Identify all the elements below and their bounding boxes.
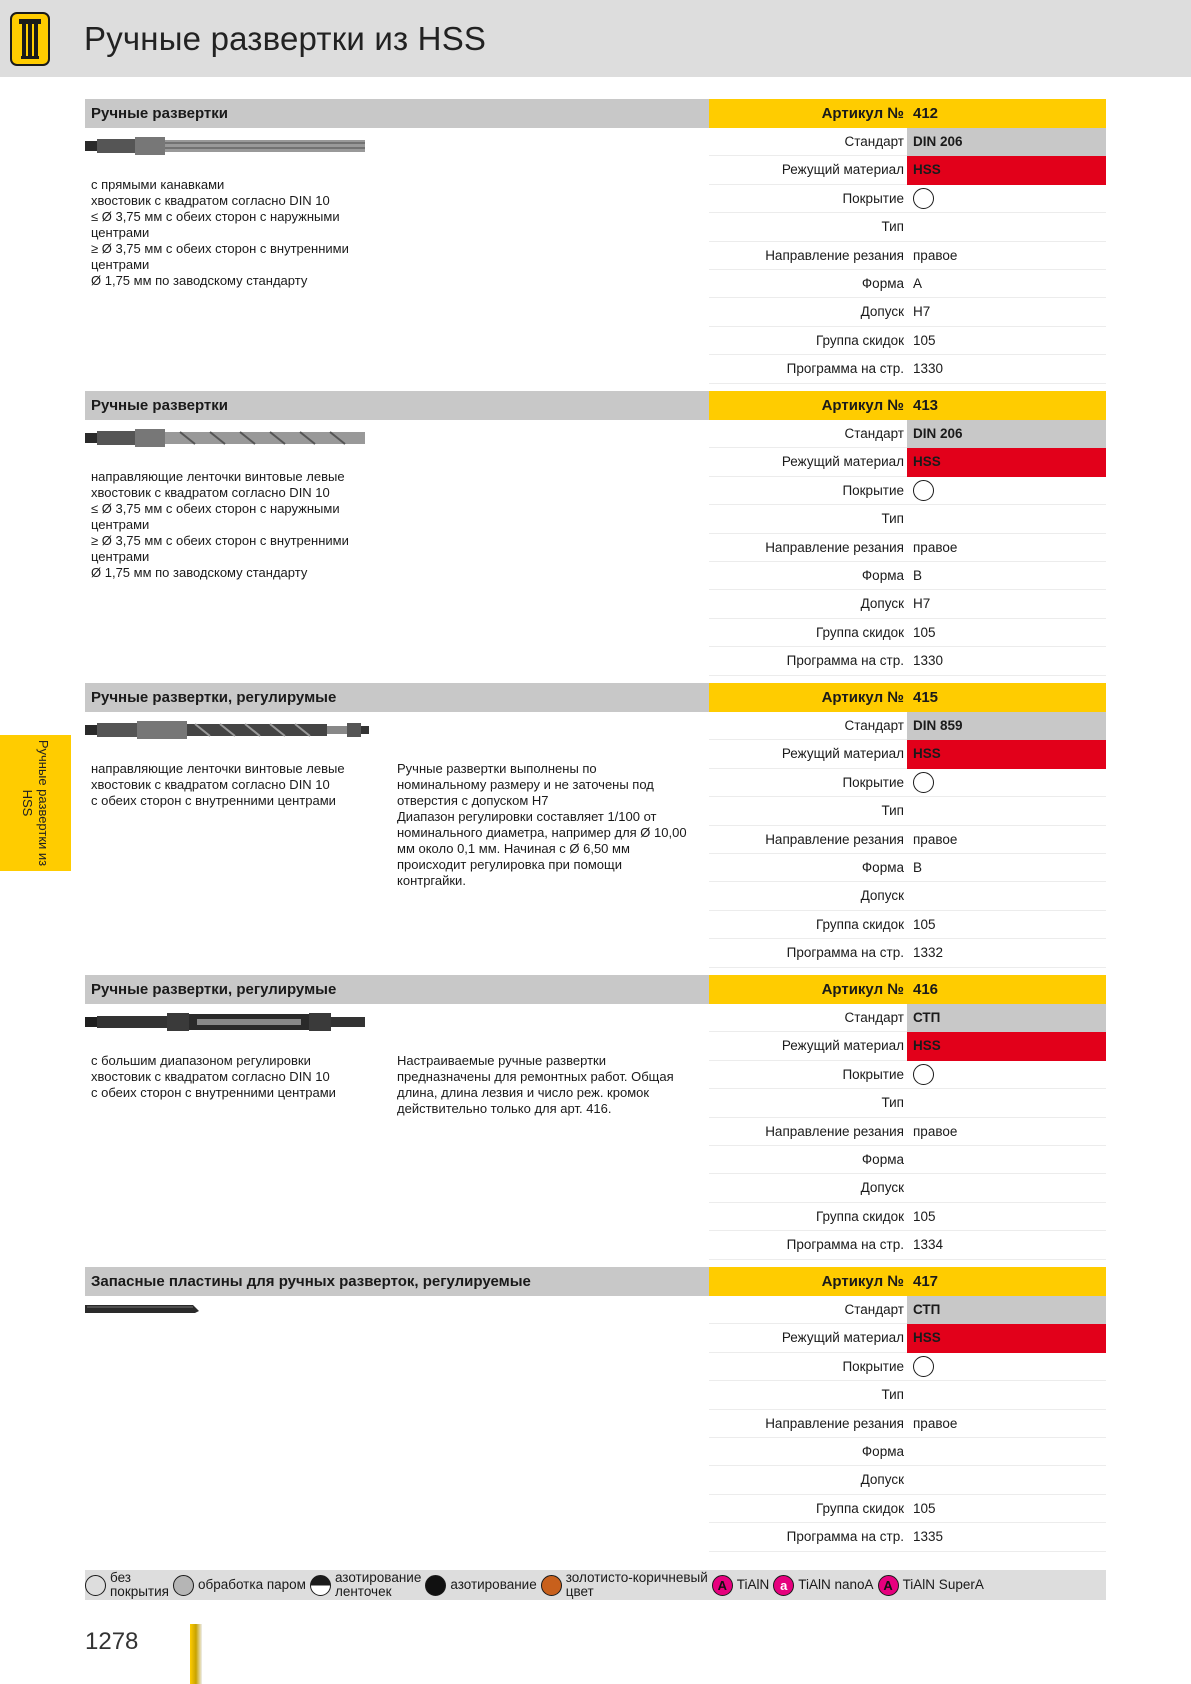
spec-row-discount [709, 1495, 1106, 1523]
spec-label: Стандарт [844, 1302, 904, 1317]
reamer-spiral-image [85, 425, 375, 456]
legend-label: TiAlN SuperA [902, 1577, 984, 1592]
spec-row-discount [709, 911, 1106, 939]
spec-label: Тип [881, 219, 904, 235]
spec-row-program [709, 1231, 1106, 1259]
article-number[interactable]: 417 [913, 1273, 939, 1290]
spec-label: Режущий материал [781, 162, 904, 178]
spec-row-program [709, 1523, 1106, 1551]
spec-value: DIN 206 [907, 420, 1106, 448]
legend-label: без покрытия [110, 1570, 169, 1599]
uncoated-icon [913, 772, 934, 793]
legend-label: золотисто-коричневый цвет [565, 1570, 708, 1599]
spec-row-coating [709, 1061, 1106, 1089]
legend-label: азотирование [450, 1577, 537, 1592]
uncoated-icon [913, 480, 934, 501]
uncoated-icon [913, 1356, 934, 1377]
section-title: Ручные развертки, регулирумые [85, 683, 709, 712]
spec-value[interactable]: 1330 [913, 361, 944, 377]
spec-row-type [709, 213, 1106, 241]
article-label: Артикул № [821, 981, 904, 998]
legend-item-tialn-nanoa [773, 1575, 873, 1596]
spec-value [907, 1438, 1106, 1466]
spec-label: Форма [861, 1443, 904, 1459]
spec-value: HSS [907, 1324, 1106, 1352]
spec-row-discount [709, 1203, 1106, 1231]
section-title: Ручные развертки, регулирумые [85, 975, 709, 1004]
spec-value [907, 1381, 1106, 1409]
spec-label: Режущий материал [781, 454, 904, 470]
spec-table [709, 1004, 1106, 1260]
spec-value [907, 1146, 1106, 1174]
legend-item-uncoated [85, 1571, 169, 1599]
nitrided-icon [425, 1575, 446, 1596]
spec-row-coating [709, 769, 1106, 797]
spec-value [907, 505, 1106, 533]
spec-row-direction [709, 242, 1106, 270]
spec-row-form [709, 854, 1106, 882]
article-number[interactable]: 415 [913, 689, 939, 706]
spec-value: правое [913, 1123, 958, 1139]
spec-label: Покрытие [842, 190, 904, 206]
spare-blade-image [85, 1301, 205, 1322]
spec-row-direction [709, 1118, 1106, 1146]
uncoated-icon [85, 1575, 106, 1596]
spec-value: правое [913, 539, 958, 555]
spec-row-program [709, 355, 1106, 383]
product-section-415 [85, 683, 1106, 971]
spec-value: 105 [913, 916, 936, 932]
spec-label: Тип [881, 803, 904, 819]
legend-item-tialn-supera [878, 1575, 984, 1596]
legend-item-steam [173, 1575, 306, 1596]
legend-label: TiAlN [736, 1577, 770, 1592]
tialn-nanoa-icon: a [773, 1575, 794, 1596]
spec-value: H7 [913, 596, 931, 612]
article-label: Артикул № [821, 1273, 904, 1290]
spec-value: B [913, 567, 923, 583]
spec-label: Форма [861, 859, 904, 875]
spec-table [709, 1296, 1106, 1552]
spec-row-standard [709, 420, 1106, 448]
spec-value: A [913, 275, 923, 291]
section-header [85, 1267, 1106, 1296]
section-header [85, 99, 1106, 128]
spec-value: 105 [913, 332, 936, 348]
spec-row-direction [709, 1410, 1106, 1438]
spec-value: 105 [913, 1500, 936, 1516]
spec-label: Стандарт [844, 718, 904, 733]
spec-value: 105 [913, 624, 936, 640]
article-number[interactable]: 413 [913, 397, 939, 414]
spec-value [907, 797, 1106, 825]
product-section-413 [85, 391, 1106, 679]
spec-row-material [709, 740, 1106, 768]
spec-value: СТП [907, 1296, 1106, 1324]
legend-label: азотирование ленточек [334, 1570, 422, 1599]
spec-row-coating [709, 185, 1106, 213]
product-section-412 [85, 99, 1106, 387]
page-number: 1278 [85, 1628, 139, 1655]
spec-row-form [709, 1146, 1106, 1174]
legend-item-gold-brown [541, 1571, 708, 1599]
product-description: с прямыми канавками хвостовик с квадратом согласно DIN 10 ≤ Ø 3,75 мм с обеих сторон с наружными центрами ≥ Ø 3,75 мм с обеих сторон с внутренними центрами Ø 1,75 мм по заводскому стандарту [91, 177, 349, 288]
spec-value [907, 769, 1106, 797]
spec-table [709, 712, 1106, 968]
adjustable-reamer-image [85, 717, 375, 748]
spec-value [907, 185, 1106, 213]
spec-value [907, 1353, 1106, 1381]
spec-label: Допуск [860, 596, 904, 612]
spec-value: DIN 859 [907, 712, 1106, 740]
spec-row-program [709, 939, 1106, 967]
spec-value[interactable]: 1335 [913, 1529, 944, 1545]
spec-label: Направление резания [765, 247, 904, 263]
spec-row-tolerance [709, 590, 1106, 618]
spec-value: правое [913, 247, 958, 263]
legend-label: TiAlN nanoA [798, 1577, 874, 1592]
nitrided-lands-icon [310, 1575, 331, 1596]
section-title: Запасные пластины для ручных разверток, регулируемые [85, 1267, 709, 1296]
spec-label: Группа скидок [815, 916, 904, 932]
spec-label: Допуск [860, 304, 904, 320]
spec-label: Допуск [860, 1472, 904, 1488]
spec-row-program [709, 647, 1106, 675]
reamer-straight-image [85, 133, 375, 164]
spec-value: DIN 206 [907, 128, 1106, 156]
spec-label: Программа на стр. [786, 361, 904, 377]
spec-value [907, 1089, 1106, 1117]
product-description: с большим диапазоном регулировки хвостовик с квадратом согласно DIN 10 с обеих сторон с внутренними центрами [91, 1053, 336, 1100]
page-stripe [190, 1624, 202, 1684]
steam-treated-icon [173, 1575, 194, 1596]
uncoated-icon [913, 1064, 934, 1085]
spec-row-standard [709, 1296, 1106, 1324]
legend-item-nitrided-lands [310, 1571, 421, 1599]
spec-value: HSS [907, 448, 1106, 476]
spec-value[interactable]: 1334 [913, 1237, 944, 1253]
article-bar [709, 975, 1106, 1004]
spec-value [907, 477, 1106, 505]
spec-value: 105 [913, 1208, 936, 1224]
spec-row-coating [709, 1353, 1106, 1381]
article-label: Артикул № [821, 105, 904, 122]
spec-value [907, 1466, 1106, 1494]
spec-label: Форма [861, 567, 904, 583]
spec-value: СТП [907, 1004, 1106, 1032]
section-title: Ручные развертки [85, 391, 709, 420]
spec-row-form [709, 270, 1106, 298]
spec-table [709, 128, 1106, 384]
spec-label: Допуск [860, 888, 904, 904]
article-bar [709, 683, 1106, 712]
legend-item-nitrided [425, 1575, 536, 1596]
spec-row-material [709, 1324, 1106, 1352]
section-header [85, 391, 1106, 420]
spec-label: Направление резания [765, 539, 904, 555]
spec-label: Тип [881, 511, 904, 527]
article-label: Артикул № [821, 397, 904, 414]
section-header [85, 683, 1106, 712]
tialn-icon: A [712, 1575, 733, 1596]
spec-row-discount [709, 619, 1106, 647]
spec-label: Программа на стр. [786, 945, 904, 961]
spec-label: Стандарт [844, 1010, 904, 1025]
spec-row-tolerance [709, 882, 1106, 910]
spec-label: Программа на стр. [786, 1237, 904, 1253]
spec-label: Покрытие [842, 774, 904, 790]
spec-value: правое [913, 831, 958, 847]
spec-row-material [709, 448, 1106, 476]
page-header [0, 0, 1191, 77]
spec-value: правое [913, 1415, 958, 1431]
spec-value: H7 [913, 304, 931, 320]
spec-row-material [709, 1032, 1106, 1060]
spec-row-standard [709, 1004, 1106, 1032]
spec-value[interactable]: 1332 [913, 945, 944, 961]
uncoated-icon [913, 188, 934, 209]
article-bar [709, 1267, 1106, 1296]
spec-label: Стандарт [844, 134, 904, 149]
spec-label: Направление резания [765, 831, 904, 847]
spec-label: Режущий материал [781, 1038, 904, 1054]
spec-value [907, 882, 1106, 910]
legend-label: обработка паром [197, 1577, 306, 1592]
spec-label: Программа на стр. [786, 1529, 904, 1545]
side-tab-label: Ручные развертки из HSS [20, 739, 52, 867]
spec-label: Форма [861, 275, 904, 291]
section-header [85, 975, 1106, 1004]
spec-row-tolerance [709, 1174, 1106, 1202]
page-title: Ручные развертки из HSS [84, 20, 487, 57]
spec-label: Покрытие [842, 1358, 904, 1374]
spec-row-material [709, 156, 1106, 184]
product-section-416 [85, 975, 1106, 1263]
spec-row-type [709, 1381, 1106, 1409]
spec-value [907, 1174, 1106, 1202]
spec-row-form [709, 562, 1106, 590]
spec-label: Направление резания [765, 1415, 904, 1431]
spec-label: Покрытие [842, 482, 904, 498]
spec-value: HSS [907, 1032, 1106, 1060]
reamer-logo-icon [10, 12, 50, 66]
spec-value [907, 1061, 1106, 1089]
spec-label: Тип [881, 1095, 904, 1111]
spec-label: Группа скидок [815, 1208, 904, 1224]
spec-row-direction [709, 534, 1106, 562]
spec-label: Программа на стр. [786, 653, 904, 669]
spec-value: HSS [907, 156, 1106, 184]
product-note: Настраиваемые ручные развертки предназначены для ремонтных работ. Общая длина, длина лезвия и число реж. кромок действительно только для арт. 416. [397, 1053, 674, 1116]
spec-label: Форма [861, 1151, 904, 1167]
spec-label: Группа скидок [815, 1500, 904, 1516]
spec-row-standard [709, 712, 1106, 740]
spec-table [709, 420, 1106, 676]
article-number[interactable]: 416 [913, 981, 939, 998]
product-section-417 [85, 1267, 1106, 1555]
coating-legend [85, 1570, 1106, 1600]
spec-label: Направление резания [765, 1123, 904, 1139]
gold-brown-icon [541, 1575, 562, 1596]
product-note: Ручные развертки выполнены по номинальному размеру и не заточены под отверстия с допуском H7 Диапазон регулировки составляет 1/100 от номинального диаметра, например для Ø 10,00 мм около 0,1 мм. Начиная с Ø 6,50 мм происходит регулировка при помощи контргайки. [397, 761, 687, 888]
spec-row-discount [709, 327, 1106, 355]
spec-value[interactable]: 1330 [913, 653, 944, 669]
spec-label: Режущий материал [781, 1330, 904, 1346]
spec-label: Группа скидок [815, 332, 904, 348]
spec-label: Покрытие [842, 1066, 904, 1082]
article-label: Артикул № [821, 689, 904, 706]
article-bar [709, 391, 1106, 420]
spec-row-direction [709, 826, 1106, 854]
spec-value [907, 213, 1106, 241]
article-number[interactable]: 412 [913, 105, 939, 122]
spec-label: Допуск [860, 1180, 904, 1196]
spec-row-standard [709, 128, 1106, 156]
spec-label: Режущий материал [781, 746, 904, 762]
adjustable-reamer-wide-image [85, 1009, 375, 1040]
spec-row-form [709, 1438, 1106, 1466]
tialn-supera-icon: A [878, 1575, 899, 1596]
legend-item-tialn [712, 1575, 770, 1596]
spec-label: Тип [881, 1387, 904, 1403]
article-bar [709, 99, 1106, 128]
section-title: Ручные развертки [85, 99, 709, 128]
spec-row-type [709, 1089, 1106, 1117]
spec-row-coating [709, 477, 1106, 505]
spec-value: HSS [907, 740, 1106, 768]
product-description: направляющие ленточки винтовые левые хвостовик с квадратом согласно DIN 10 ≤ Ø 3,75 мм с обеих сторон с наружными центрами ≥ Ø 3,75 мм с обеих сторон с внутренними центрами Ø 1,75 мм по заводскому стандарту [91, 469, 349, 580]
product-description: направляющие ленточки винтовые левые хвостовик с квадратом согласно DIN 10 с обеих сторон с внутренними центрами [91, 761, 345, 808]
spec-row-type [709, 505, 1106, 533]
spec-row-tolerance [709, 1466, 1106, 1494]
spec-label: Стандарт [844, 426, 904, 441]
spec-row-type [709, 797, 1106, 825]
spec-value: B [913, 859, 923, 875]
spec-label: Группа скидок [815, 624, 904, 640]
spec-row-tolerance [709, 298, 1106, 326]
side-tab[interactable] [0, 735, 71, 871]
